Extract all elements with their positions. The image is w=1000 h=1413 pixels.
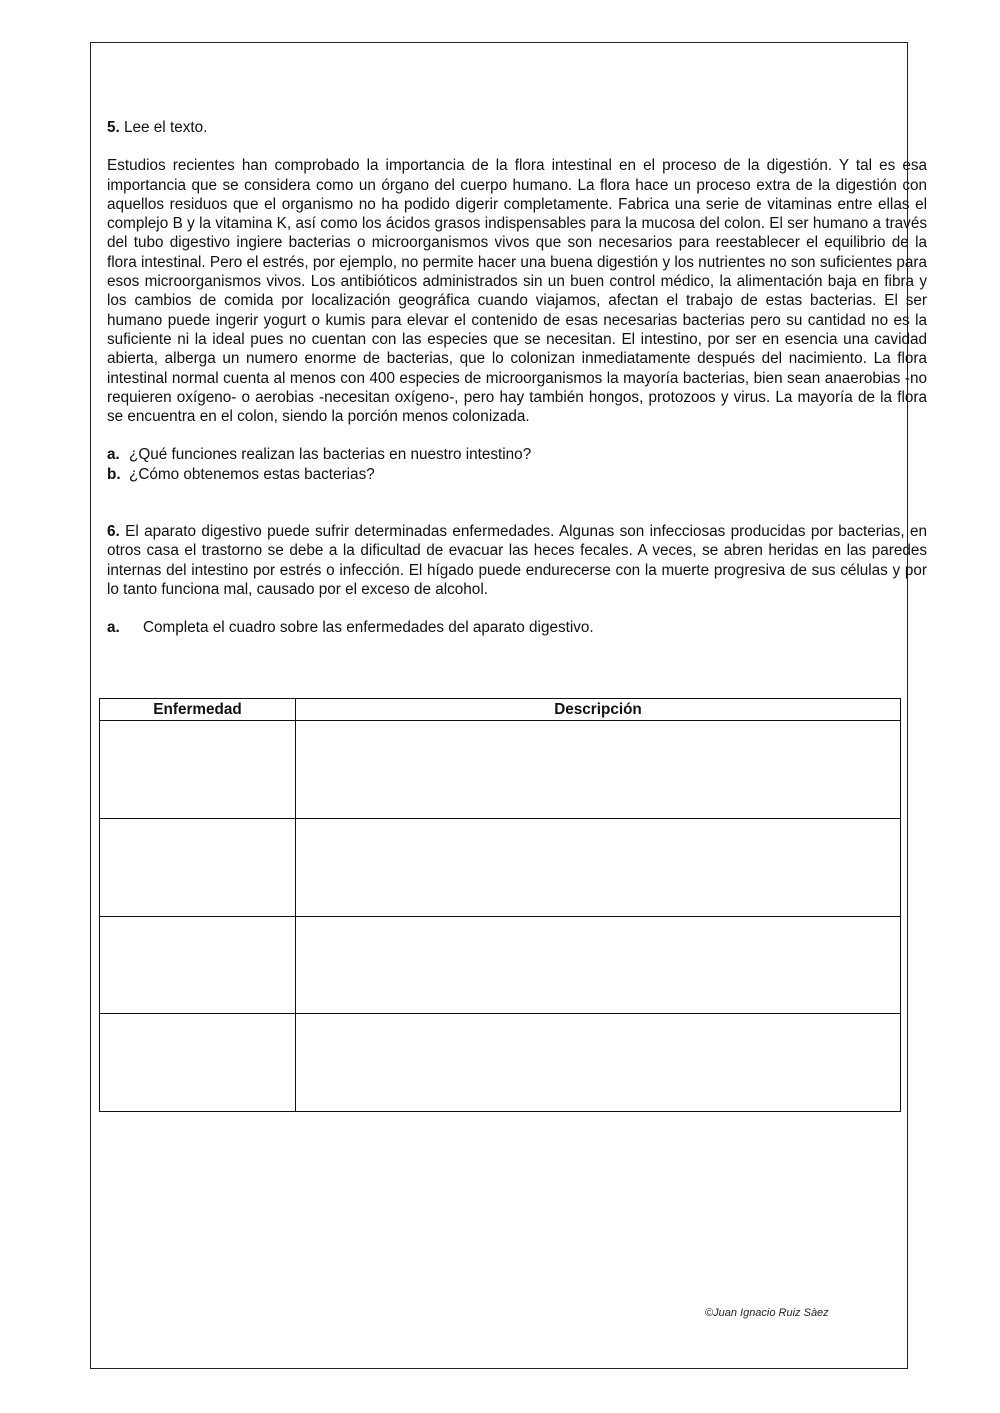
exercise-5-questions: [107, 445, 927, 484]
exercise-5-title: Lee el texto.: [124, 119, 208, 136]
table-row: [100, 1014, 901, 1112]
exercise-6-question-label: a.: [107, 619, 120, 637]
header-descripcion: Descripción: [296, 699, 901, 721]
exercise-6-question-text: Completa el cuadro sobre las enfermedades del aparato digestivo.: [143, 619, 594, 637]
description-cell[interactable]: [296, 916, 901, 1014]
description-cell[interactable]: [296, 818, 901, 916]
exercise-6-text: [107, 522, 927, 599]
table-row: [100, 721, 901, 819]
disease-cell[interactable]: [100, 721, 296, 819]
question-b-label: b.: [107, 465, 121, 483]
disease-cell[interactable]: [100, 916, 296, 1014]
question-b: [107, 465, 927, 484]
question-a: [107, 445, 927, 464]
worksheet-content: [107, 118, 927, 638]
exercise-5-text: Estudios recientes han comprobado la importancia de la flora intestinal en el proceso de la digestión. Y tal es esa importancia que se considera como un órgano del cuerpo humano. La flora hace un proceso extra de la digestión con aquellos residuos que el organismo no ha podido digerir completamente. Fabrica una serie de vitaminas entre ellas el complejo B y la vitamina K, así como los ácidos grasos indispensables para la mucosa del colon. El ser humano a través del tubo digestivo ingiere bacterias o microorganismos vivos que son necesarios para reestablecer el equilibrio de la flora intestinal. Pero el estrés, por ejemplo, no permite hacer una buena digestión y los nutrientes no son suficientes para esos microorganismos vivos. Los antibióticos administrados sin un buen control médico, la alimentación baja en fibra y los cambios de comida por localización geográfica cuando viajamos, afectan el trabajo de estas bacterias. El ser humano puede ingerir yogurt o kumis para elevar el contenido de esas necesarias bacterias pero su cantidad no es la suficiente ni la ideal pues no cuentan con las especies que se necesitan. El intestino, por ser en esencia una cavidad abierta, alberga un numero enorme de bacterias, que lo colonizan inmediatamente después del nacimiento. La flora intestinal normal cuenta al menos con 400 especies de microorganismos la mayoría bacterias, bien sean anaerobias -no requieren oxígeno- o aerobias -necesitan oxígeno-, pero hay también hongos, protozoos y virus. La mayoría de la flora se encuentra en el colon, siendo la porción menos colonizada.: [107, 157, 927, 426]
diseases-table: [99, 698, 901, 1112]
disease-cell[interactable]: [100, 1014, 296, 1112]
exercise-5-heading: [107, 118, 927, 137]
exercise-6-body: El aparato digestivo puede sufrir determinadas enfermedades. Algunas son infecciosas producidas por bacterias, en otros casa el trastorno se debe a la dificultad de evacuar las heces fecales. A veces, se abren heridas en las paredes internas del intestino por estrés o infección. El hígado puede endurecerse con la muerte progresiva de sus células y por lo tanto funciona mal, causado por el exceso de alcohol.: [107, 523, 928, 598]
disease-cell[interactable]: [100, 818, 296, 916]
exercise-6-number: 6.: [107, 523, 120, 541]
description-cell[interactable]: [296, 1014, 901, 1112]
question-a-text: ¿Qué funciones realizan las bacterias en nuestro intestino?: [129, 446, 532, 464]
table-row: [100, 818, 901, 916]
header-enfermedad: Enfermedad: [100, 699, 296, 721]
question-a-label: a.: [107, 446, 120, 464]
exercise-6-question: [107, 618, 927, 637]
copyright-footer: ©Juan Ignacio Ruiz Sàez: [705, 1307, 829, 1319]
question-b-text: ¿Cómo obtenemos estas bacterias?: [129, 465, 375, 483]
table-header-row: [100, 699, 901, 721]
description-cell[interactable]: [296, 721, 901, 819]
exercise-5-number: 5.: [107, 119, 120, 136]
table-row: [100, 916, 901, 1014]
